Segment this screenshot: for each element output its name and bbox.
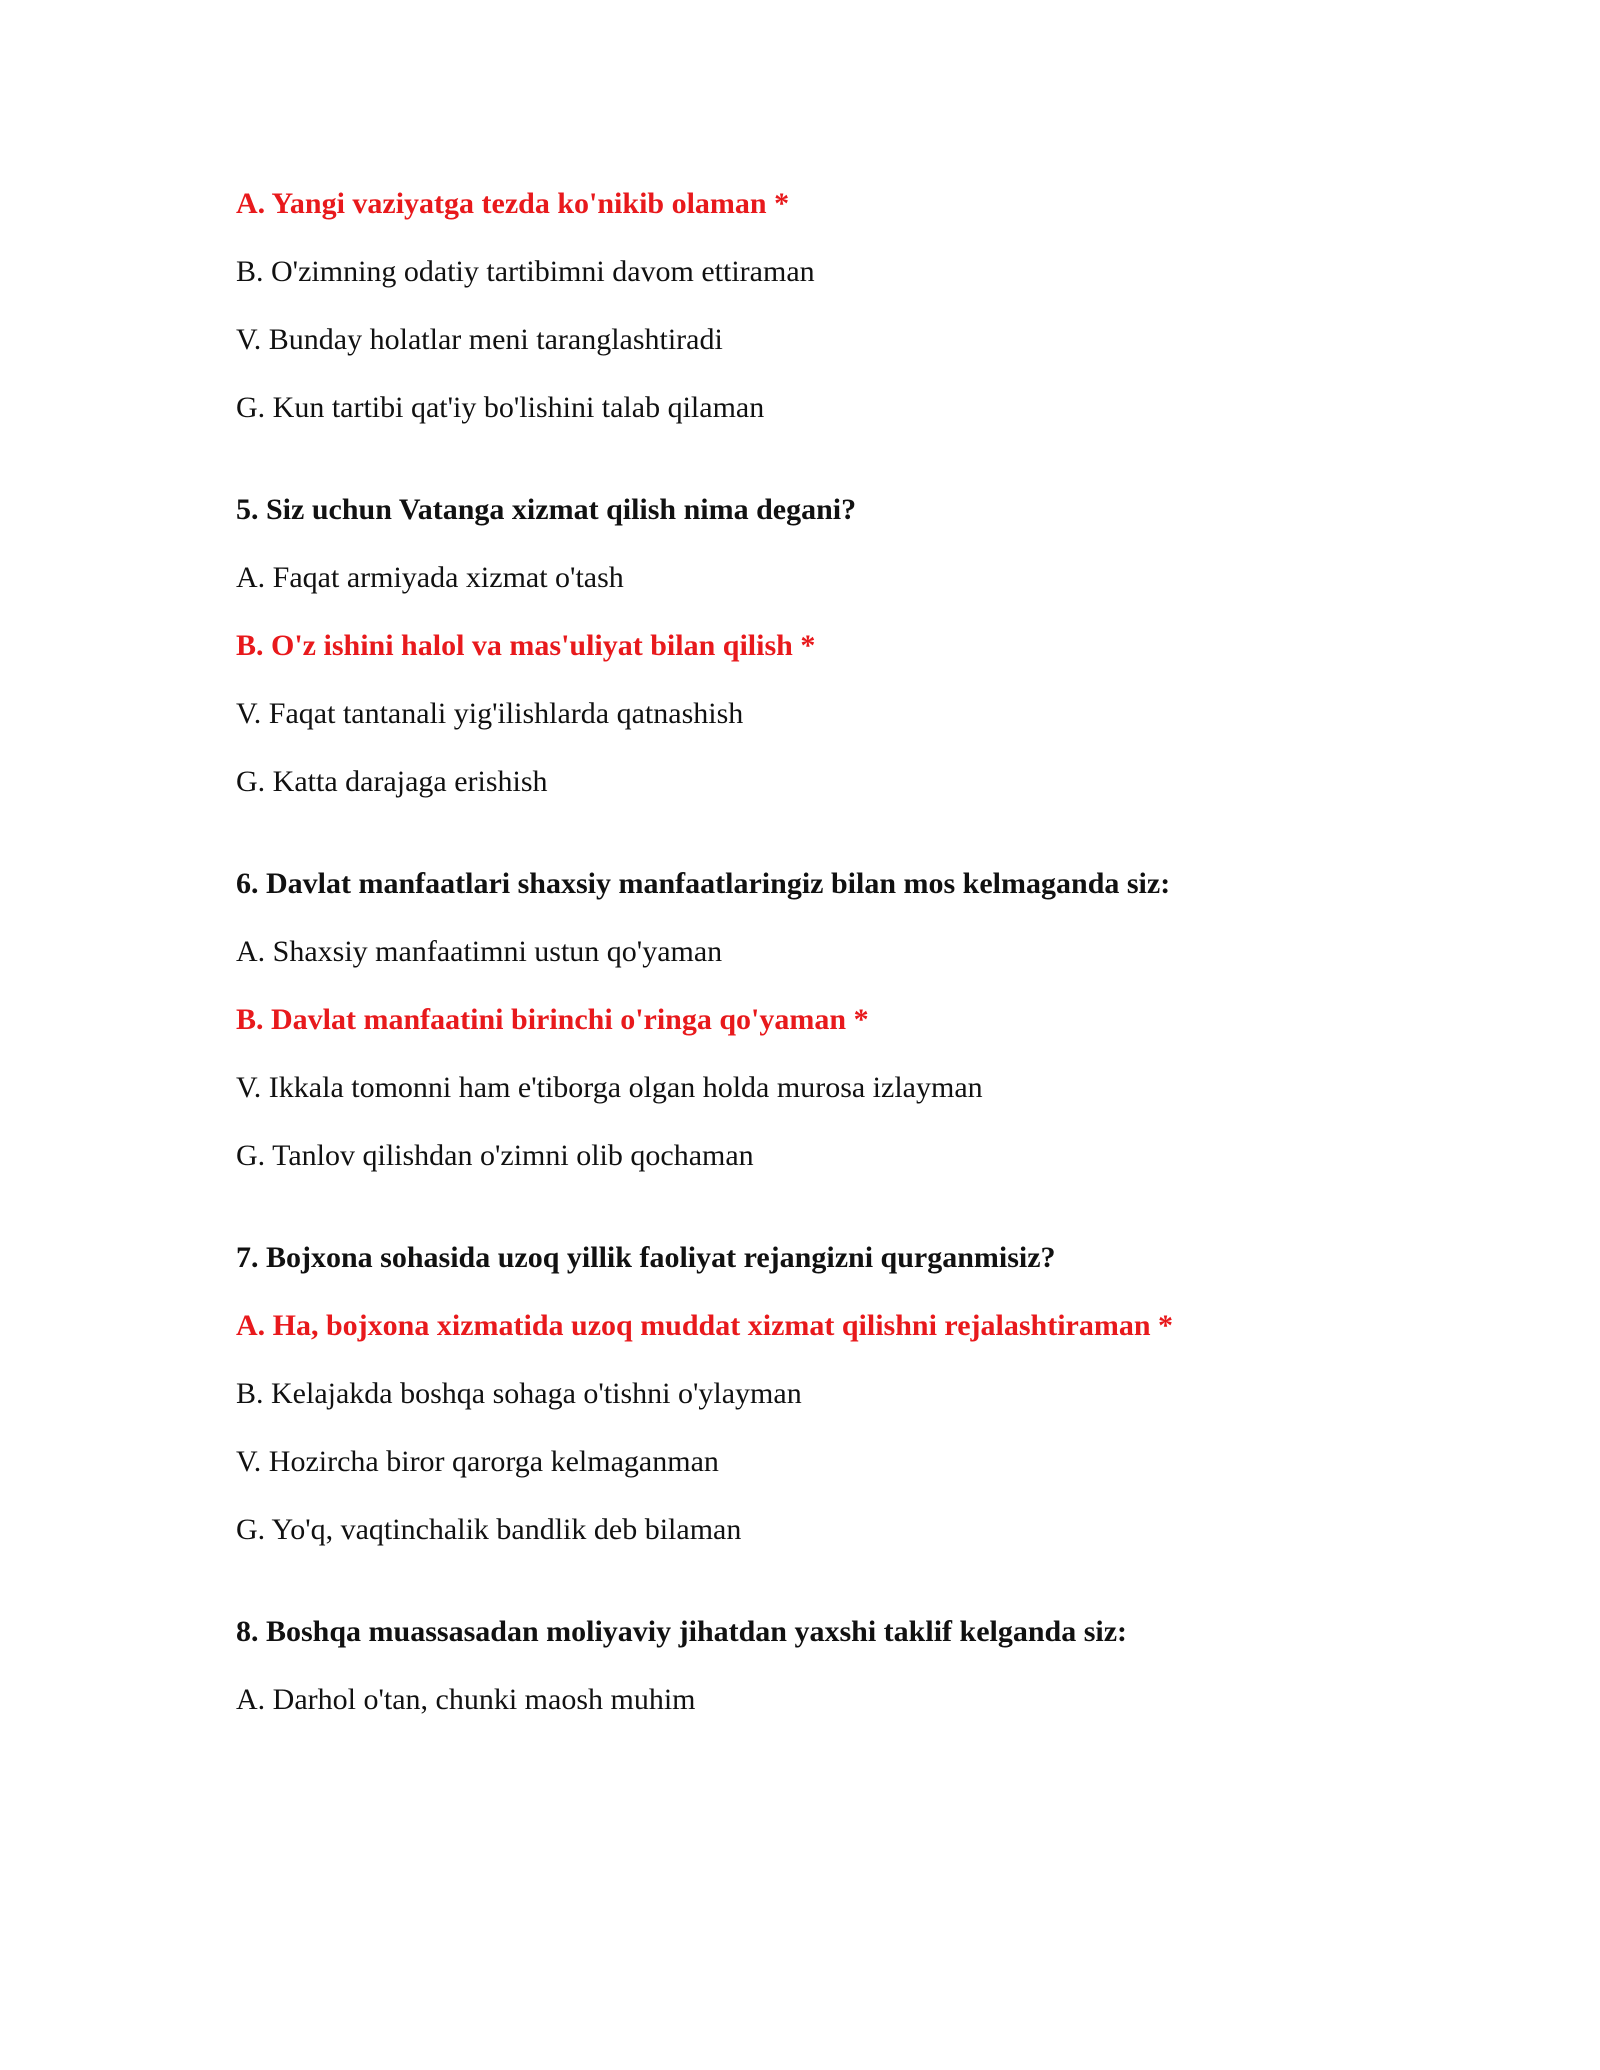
question-block-6	[236, 866, 1396, 1174]
answer-option: G. Yo'q, vaqtinchalik bandlik deb bilaman	[236, 1513, 742, 1546]
answer-option: G. Kun tartibi qat'iy bo'lishini talab qilaman	[236, 391, 765, 424]
quiz-content	[236, 186, 1396, 1750]
question-text: 5. Siz uchun Vatanga xizmat qilish nima degani?	[236, 493, 857, 526]
answer-option: V. Bunday holatlar meni taranglashtiradi	[236, 323, 723, 356]
question-block-4	[236, 186, 1396, 426]
answer-option: G. Katta darajaga erishish	[236, 765, 548, 798]
question-text: 7. Bojxona sohasida uzoq yillik faoliyat rejangizni qurganmisiz?	[236, 1241, 1056, 1274]
answer-option-correct: A. Ha, bojxona xizmatida uzoq muddat xizmat qilishni rejalashtiraman *	[236, 1309, 1174, 1342]
answer-option: B. Kelajakda boshqa sohaga o'tishni o'ylayman	[236, 1377, 802, 1410]
answer-option: B. O'zimning odatiy tartibimni davom ettiraman	[236, 255, 815, 288]
answer-option-correct: A. Yangi vaziyatga tezda ko'nikib olaman *	[236, 187, 790, 220]
answer-option: A. Faqat armiyada xizmat o'tash	[236, 561, 624, 594]
question-text: 6. Davlat manfaatlari shaxsiy manfaatlaringiz bilan mos kelmaganda siz:	[236, 867, 1171, 900]
answer-option: A. Darhol o'tan, chunki maosh muhim	[236, 1683, 696, 1716]
question-text: 8. Boshqa muassasadan moliyaviy jihatdan yaxshi taklif kelganda siz:	[236, 1615, 1128, 1648]
answer-option-correct: B. O'z ishini halol va mas'uliyat bilan qilish *	[236, 629, 816, 662]
question-block-8	[236, 1614, 1396, 1718]
answer-option-correct: B. Davlat manfaatini birinchi o'ringa qo'yaman *	[236, 1003, 869, 1036]
answer-option: V. Faqat tantanali yig'ilishlarda qatnashish	[236, 697, 744, 730]
question-block-5	[236, 492, 1396, 800]
question-block-7	[236, 1240, 1396, 1548]
answer-option: A. Shaxsiy manfaatimni ustun qo'yaman	[236, 935, 723, 968]
answer-option: V. Hozircha biror qarorga kelmaganman	[236, 1445, 719, 1478]
answer-option: V. Ikkala tomonni ham e'tiborga olgan holda murosa izlayman	[236, 1071, 983, 1104]
answer-option: G. Tanlov qilishdan o'zimni olib qochaman	[236, 1139, 754, 1172]
